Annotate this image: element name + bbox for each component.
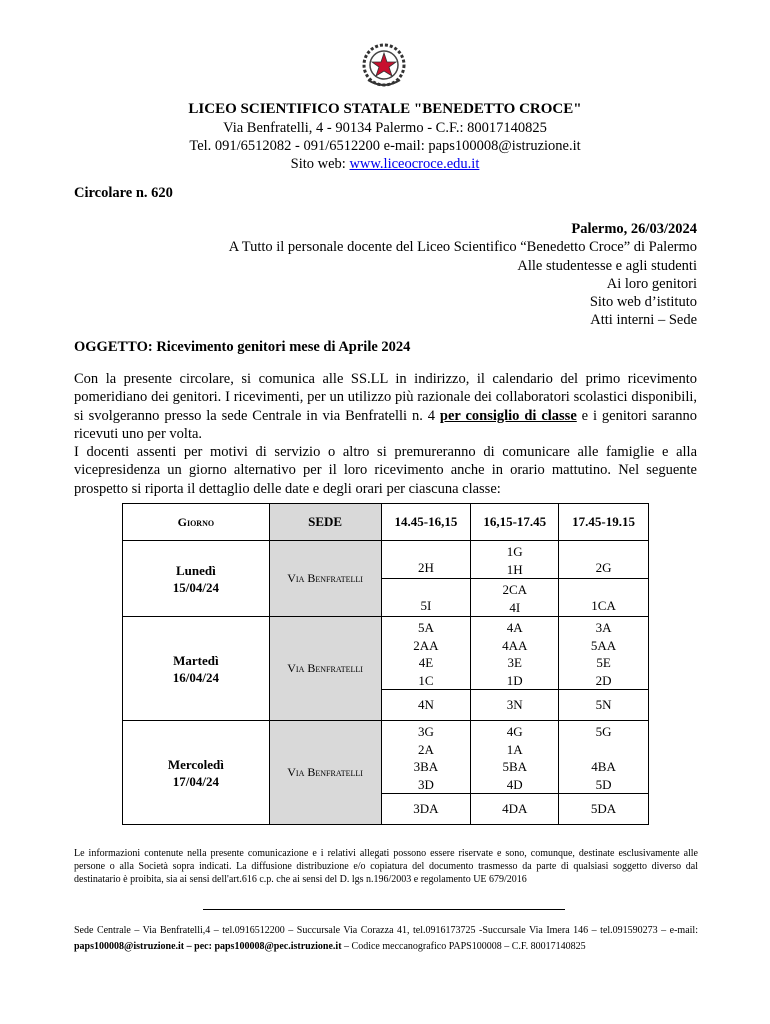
sede-cell: Via Benfratelli [269,617,381,721]
recipient-line: Alle studentesse e agli studenti [517,257,697,274]
column-header-slot2: 16,15-17.45 [471,504,559,541]
class-slot-cell [471,617,559,690]
class-slot-cell [381,617,471,690]
class-slot-cell [471,721,559,794]
class-slot-cell [559,690,649,721]
class-list: 2CA 4I [502,582,528,615]
class-slot-cell [559,617,649,690]
class-list: 5G 4BA 5D [591,724,616,792]
class-list: 5I [420,597,432,613]
class-list: 4DA [502,801,528,817]
column-header-sede: SEDE [269,504,381,541]
recipients-block [229,220,697,330]
website-link[interactable]: www.liceocroce.edu.it [349,156,480,172]
class-list: 3DA [413,801,439,817]
column-header-slot1: 14.45-16,15 [381,504,471,541]
footer-text: – Codice meccanografico PAPS100008 – C.F. 80017140825 [341,941,586,952]
body-text [74,370,697,498]
class-list: 3A 5AA 5E 2D [590,620,617,688]
class-slot-cell [381,794,471,825]
class-list: 3G 2A 3BA 3D [413,724,439,792]
footer-email: paps100008@istruzione.it [74,941,185,952]
privacy-disclaimer: Le informazioni contenute nella presente comunicazione e i relativi allegati possono essere riservate e sono, comunque, destinate esclusivamente alle persone o alla Società sopra indicati. La diffusione distribuzione e/o copiatura del documento trasmesso da parte di qualsiasi soggetto diverso dal destinatario è proibita, sia ai sensi dell'art.616 c.p. che ai sensi del D. lgs n.196/2003 e regolamento UE 679/2016 [74,848,698,885]
class-slot-cell [471,579,559,617]
letterhead [0,100,770,173]
class-slot-cell [381,541,471,579]
day-name: Lunedì [175,562,216,578]
class-list: 5A 2AA 4E 1C [413,620,439,688]
class-slot-cell [381,721,471,794]
day-date: 15/04/24 [172,579,219,595]
class-list: 4G 1A 5BA 4D [502,724,528,792]
footer [74,923,698,955]
table-header-row [123,504,649,541]
footer-pec-label: – pec: [184,941,215,952]
table-row [123,541,649,579]
day-name: Martedì [173,652,219,668]
circolare-number: Circolare n. 620 [74,185,173,201]
class-list: 4A 4AA 3E 1D [502,620,528,688]
day-cell [123,721,270,825]
school-name: LICEO SCIENTIFICO STATALE "BENEDETTO CROCE" [188,101,582,117]
recipient-line: Sito web d’istituto [589,294,697,311]
class-slot-cell [559,541,649,579]
class-slot-cell [471,541,559,579]
sede-cell: Via Benfratelli [269,541,381,617]
column-header-slot3: 17.45-19.15 [559,504,649,541]
letter-date: Palermo, 26/03/2024 [571,221,697,237]
class-slot-cell [381,690,471,721]
class-list: 4N [417,697,434,713]
table-row [123,721,649,794]
class-list: 2H [417,559,434,575]
class-slot-cell [559,721,649,794]
class-list: 1G 1H [506,544,523,577]
school-website [0,155,770,173]
sede-cell: Via Benfratelli [269,721,381,825]
body-text-span: e i genitori saranno ricevuti uno per volta. [74,407,697,442]
day-cell [123,617,270,721]
recipient-line: Ai loro genitori [606,275,697,292]
republic-emblem-icon [360,40,408,90]
class-slot-cell [381,579,471,617]
body-paragraph-2: I docenti assenti per motivi di servizio o altro si premureranno di comunicare alle famiglie e alla vicepresidenza un giorno alternativo per il loro ricevimento anche in orario mattutino. Nel seguente prospetto si riporta il dettaglio delle date e degli orari per ciascuna classe: [74,444,697,497]
class-list: 5N [595,697,612,713]
emphasis-per-consiglio: per consiglio di classe [439,407,577,424]
schedule-body [123,541,649,825]
class-slot-cell [471,690,559,721]
class-list: 5DA [590,801,617,817]
recipient-line: A Tutto il personale docente del Liceo Scientifico “Benedetto Croce” di Palermo [228,239,697,256]
website-label: Sito web: [290,156,350,172]
footer-divider [203,909,565,910]
day-date: 17/04/24 [172,773,219,789]
footer-pec: paps100008@pec.istruzione.it [214,941,342,952]
day-date: 16/04/24 [172,669,219,685]
class-slot-cell [559,579,649,617]
school-address: Via Benfratelli, 4 - 90134 Palermo - C.F.: 80017140825 [223,120,547,136]
column-header-giorno: Giorno [123,504,270,541]
day-cell [123,541,270,617]
table-row [123,617,649,690]
class-slot-cell [471,794,559,825]
recipient-line: Atti interni – Sede [590,312,697,329]
body-text-span: Con la presente circolare, si comunica alle SS.LL in indirizzo, il calendario del primo ricevimento pomeridiano dei genitori. I ricevimenti, per un utilizzo più razionale dei collaboratori scolastici disponibili, si svolgeranno presso la sede Centrale in via Benfratelli n. 4 [74,371,697,424]
class-list: 1CA [591,597,616,613]
class-list: 2G [595,559,612,575]
subject-line: OGGETTO: Ricevimento genitori mese di Aprile 2024 [74,339,411,355]
class-list: 3N [506,697,523,713]
footer-text: Sede Centrale – Via Benfratelli,4 – tel.0916512200 – Succursale Via Corazza 41, tel.0916173725 -Succursale Via Imera 146 – tel.091590273 – e-mail: [74,925,698,936]
class-slot-cell [559,794,649,825]
schedule-table [122,503,649,825]
body-paragraph-1 [74,370,697,443]
day-name: Mercoledì [167,756,224,772]
school-contacts: Tel. 091/6512082 - 091/6512200 e-mail: paps100008@istruzione.it [189,138,581,154]
